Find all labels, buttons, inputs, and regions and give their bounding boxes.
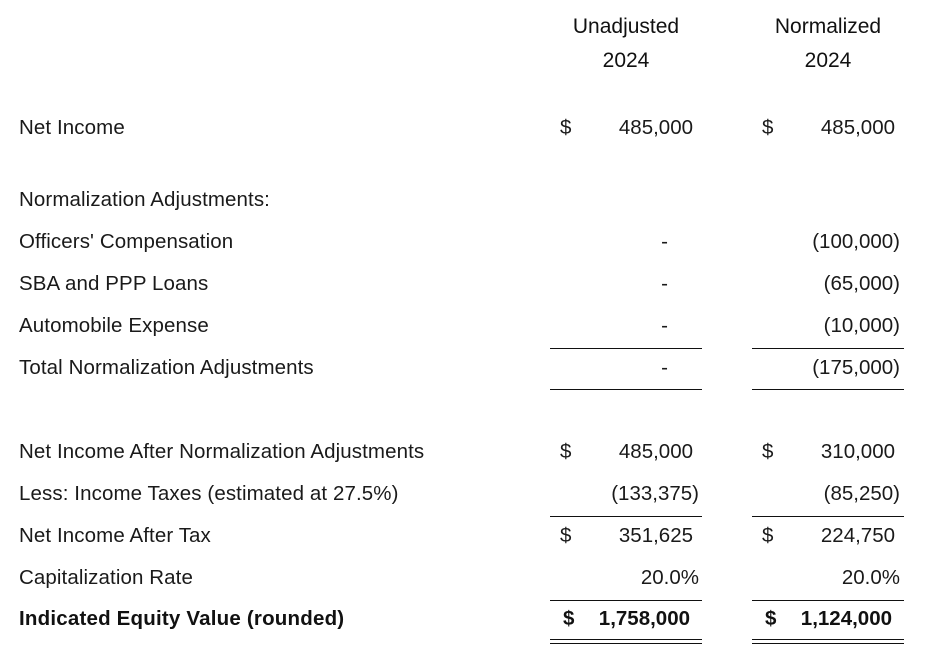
currency-symbol: $ [762,116,774,139]
value-unadjusted: 20.0% [640,566,699,589]
currency-symbol: $ [765,607,777,630]
column-title: Unadjusted [572,15,680,38]
column-header-normalized [752,10,904,78]
subtotal-rule [550,348,702,349]
value-unadjusted: (133,375) [611,482,699,505]
value-normalized: (10,000) [823,314,900,337]
grand-total-double-rule [752,639,904,644]
row-label-net-income: Net Income [19,116,125,139]
value-unadjusted: - [661,272,668,295]
column-year: 2024 [804,49,852,72]
section-heading-adjustments: Normalization Adjustments: [19,188,270,211]
row-label-officers-compensation: Officers' Compensation [19,230,234,253]
value-normalized: 485,000 [820,116,895,139]
total-rule [752,389,904,390]
value-unadjusted: 485,000 [618,440,693,463]
value-normalized: (65,000) [823,272,900,295]
currency-symbol: $ [560,116,572,139]
value-normalized: 224,750 [820,524,895,547]
column-header-unadjusted [550,10,702,78]
value-normalized: (100,000) [812,230,900,253]
value-unadjusted: 1,758,000 [598,607,690,630]
column-year: 2024 [602,49,650,72]
row-label-net-income-after-tax: Net Income After Tax [19,524,211,547]
value-unadjusted: - [661,230,668,253]
subtotal-rule [550,600,702,601]
value-normalized: 1,124,000 [800,607,892,630]
subtotal-rule [752,600,904,601]
subtotal-rule [752,348,904,349]
row-label-capitalization-rate: Capitalization Rate [19,566,193,589]
value-unadjusted: 351,625 [618,524,693,547]
currency-symbol: $ [560,440,572,463]
currency-symbol: $ [563,607,575,630]
value-normalized: 20.0% [841,566,900,589]
subtotal-rule [752,516,904,517]
row-label-sba-ppp-loans: SBA and PPP Loans [19,272,209,295]
row-label-automobile-expense: Automobile Expense [19,314,209,337]
value-normalized: (85,250) [823,482,900,505]
currency-symbol: $ [560,524,572,547]
column-title: Normalized [774,15,882,38]
currency-symbol: $ [762,524,774,547]
grand-total-double-rule [550,639,702,644]
row-label-net-income-after-adjustments: Net Income After Normalization Adjustments [19,440,425,463]
total-rule [550,389,702,390]
row-label-income-taxes: Less: Income Taxes (estimated at 27.5%) [19,482,399,505]
value-unadjusted: - [661,314,668,337]
value-normalized: (175,000) [812,356,900,379]
value-unadjusted: - [661,356,668,379]
row-label-indicated-equity-value: Indicated Equity Value (rounded) [19,607,345,630]
row-label-total-adjustments: Total Normalization Adjustments [19,356,314,379]
value-normalized: 310,000 [820,440,895,463]
value-unadjusted: 485,000 [618,116,693,139]
subtotal-rule [550,516,702,517]
currency-symbol: $ [762,440,774,463]
